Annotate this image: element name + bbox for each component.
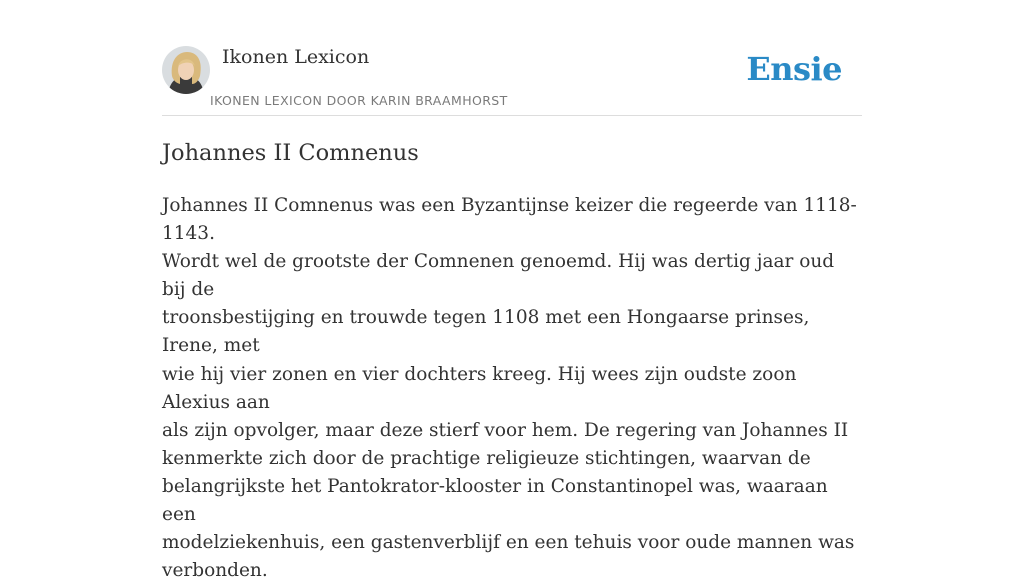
article-body (162, 192, 862, 585)
article-line: troonsbestijging en trouwde tegen 1108 met een Hongaarse prinses, Irene, met (162, 307, 810, 357)
article-line: Johannes II Comnenus was een Byzantijnse keizer die regeerde van 1118-1143. (162, 195, 857, 245)
author-avatar[interactable] (162, 46, 210, 94)
article-line: als zijn opvolger, maar deze stierf voor hem. De regering van Johannes II (162, 419, 849, 441)
portrait-icon (162, 46, 210, 94)
ensie-logo[interactable]: Ensie (746, 50, 842, 88)
header-divider (162, 115, 862, 116)
article-title: Johannes II Comnenus (162, 140, 419, 166)
article-line: wie hij vier zonen en vier dochters kreeg. Hij wees zijn oudste zoon Alexius aan (162, 363, 797, 413)
lexicon-author-subtitle[interactable]: IKONEN LEXICON DOOR KARIN BRAAMHORST (210, 93, 508, 108)
article-line: Wordt wel de grootste der Comnenen genoemd. Hij was dertig jaar oud bij de (162, 251, 835, 301)
lexicon-title[interactable]: Ikonen Lexicon (222, 46, 370, 68)
article-line: kenmerkte zich door de prachtige religieuze stichtingen, waarvan de (162, 447, 811, 469)
article-line: belangrijkste het Pantokrator-klooster in Constantinopel was, waaraan een (162, 475, 828, 526)
site-header (162, 44, 862, 116)
article-line: modelziekenhuis, een gastenverblijf en een tehuis voor oude mannen was (162, 532, 855, 554)
article-line: verbonden. (162, 560, 268, 582)
